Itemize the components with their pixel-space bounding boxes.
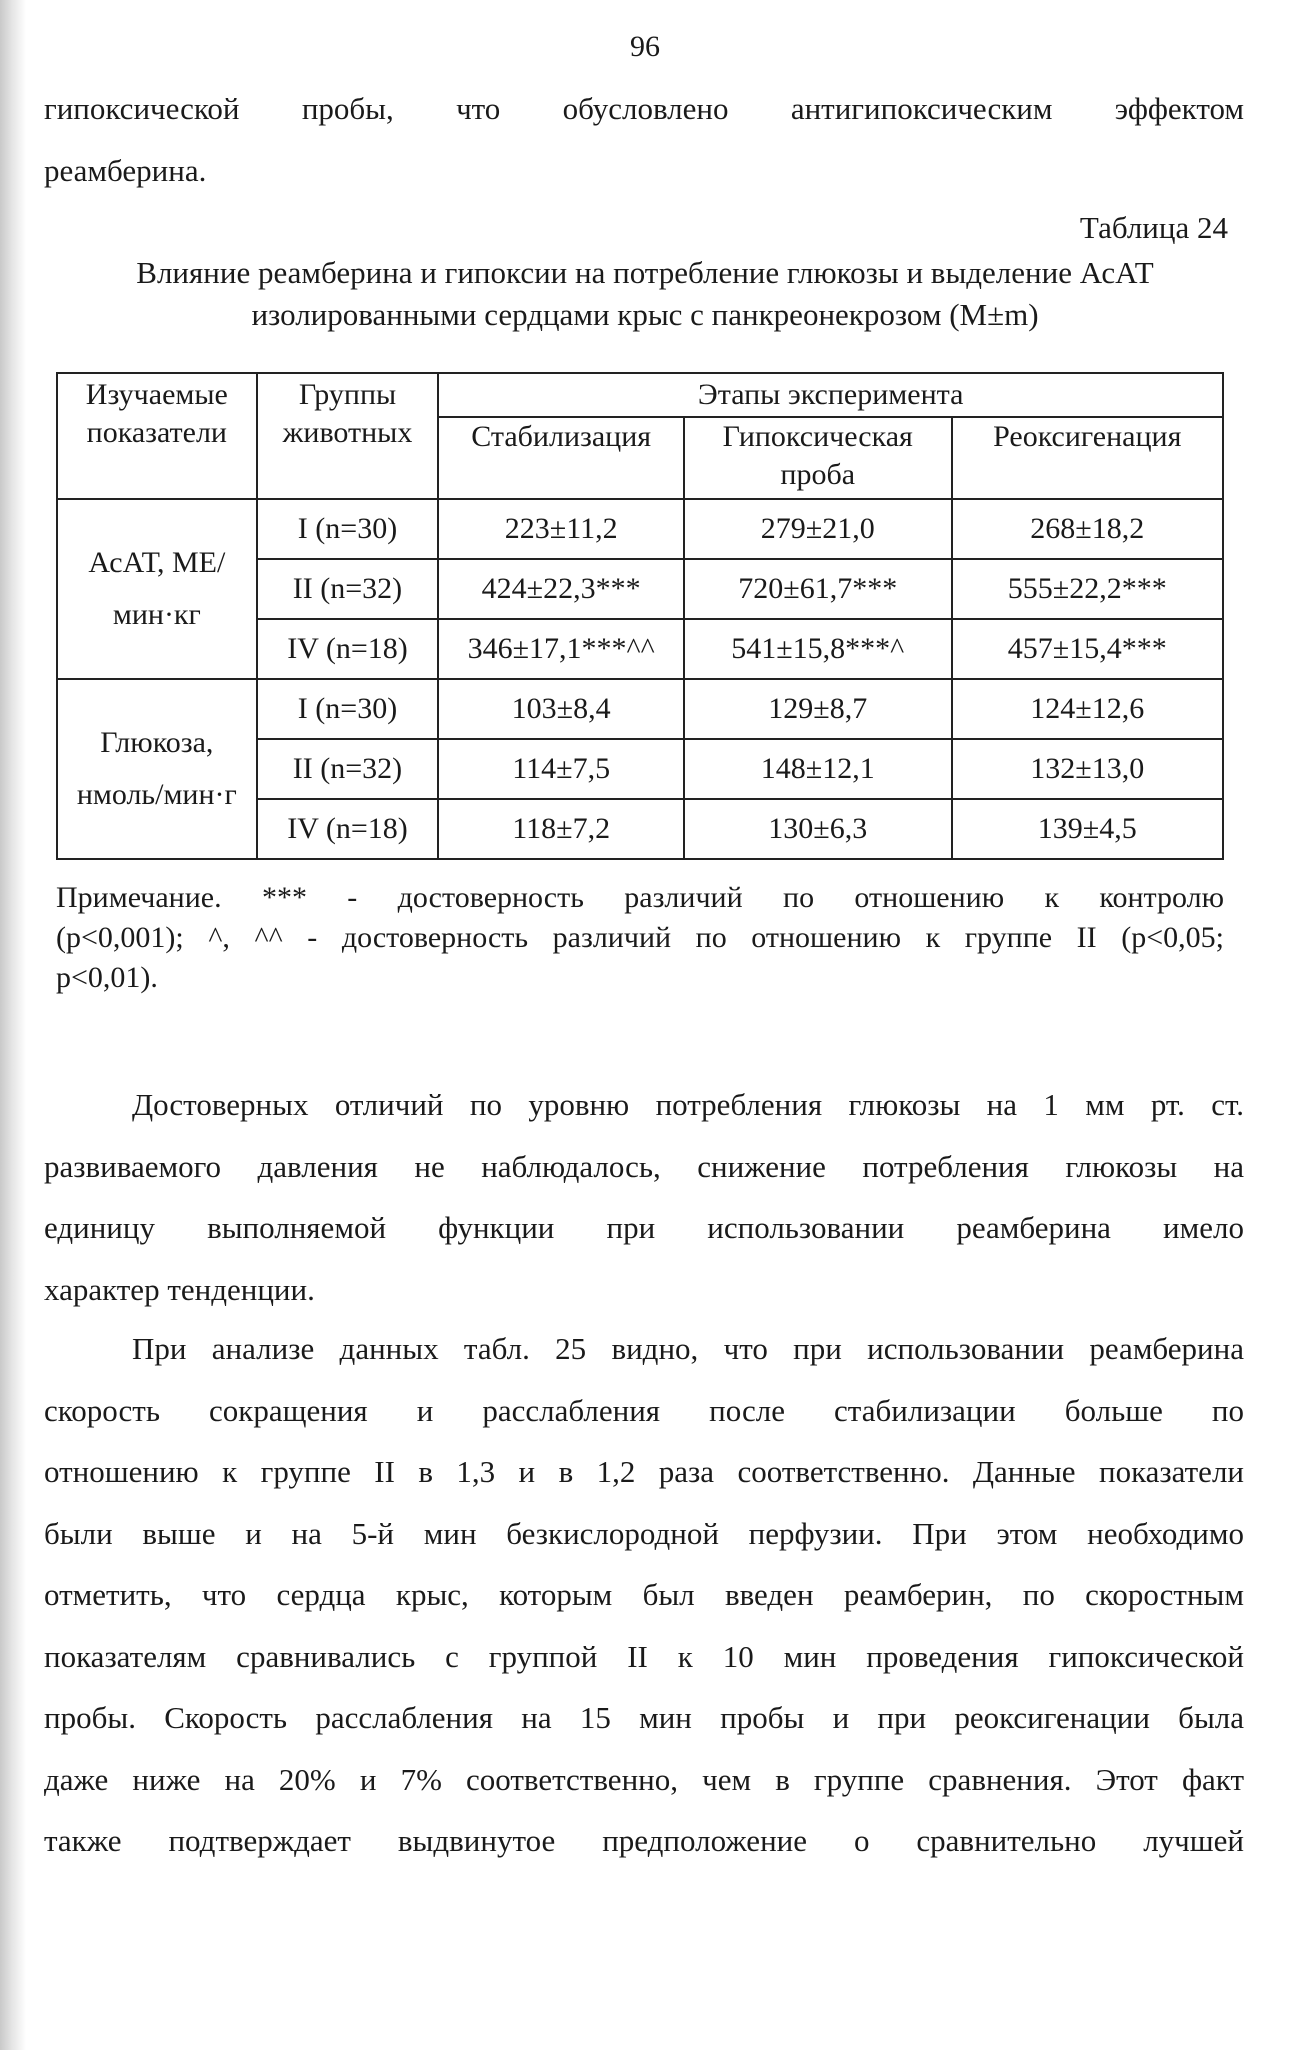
text-line: скорость сокращения и расслабления после стабилизации больше по [44, 1392, 1244, 1428]
text-line: развиваемого давления не наблюдалось, снижение потребления глюкозы на [44, 1148, 1244, 1184]
value-cell: 139±4,5 [952, 799, 1224, 859]
text-line: также подтверждает выдвинутое предположение о сравнительно лучшей [44, 1823, 1244, 1858]
text-line: показателям сравнивались с группой II к 10 мин проведения гипоксической [44, 1638, 1244, 1674]
note-line: p<0,01). [56, 961, 158, 994]
paragraph-glucose-consumption [44, 1074, 1244, 1320]
indicator-asat: АсАТ, МЕ/мин·кг [57, 499, 257, 679]
header-stage-stabilization: Стабилизация [438, 417, 684, 499]
text-line: реамберина. [44, 152, 207, 188]
value-cell: 124±12,6 [952, 679, 1224, 739]
paragraph-table-25-analysis [44, 1318, 1244, 1872]
value-cell: 457±15,4*** [952, 619, 1224, 679]
value-cell: 346±17,1***^^ [438, 619, 684, 679]
value-cell: 279±21,0 [684, 499, 952, 559]
text-line: отношению к группе II в 1,3 и в 1,2 раза соответственно. Данные показатели [44, 1454, 1244, 1489]
value-cell: 424±22,3*** [438, 559, 684, 619]
text-line: даже ниже на 20% и 7% соответственно, чем в группе сравнения. Этот факт [44, 1761, 1244, 1797]
header-indicators: Изучаемые показатели [57, 373, 257, 499]
group-cell: II (n=32) [257, 559, 439, 619]
text-line: гипоксической пробы, что обусловлено антигипоксическим эффектом [44, 91, 1244, 126]
group-cell: I (n=30) [257, 499, 439, 559]
table-title [40, 252, 1250, 336]
table-header-row [57, 373, 1223, 417]
group-cell: IV (n=18) [257, 799, 439, 859]
value-cell: 114±7,5 [438, 739, 684, 799]
text-line: единицу выполняемой функции при использовании реамберина имело [44, 1210, 1244, 1245]
header-stage-hypoxic: Гипоксическая проба [684, 417, 952, 499]
table-number: Таблица 24 [1079, 210, 1228, 245]
value-cell: 223±11,2 [438, 499, 684, 559]
text-line: были выше и на 5-й мин безкислородной перфузии. При этом необходимо [44, 1515, 1244, 1551]
table-row [57, 499, 1223, 559]
value-cell: 130±6,3 [684, 799, 952, 859]
value-cell: 541±15,8***^ [684, 619, 952, 679]
value-cell: 129±8,7 [684, 679, 952, 739]
text-line: отметить, что сердца крыс, которым был введен реамберин, по скоростным [44, 1577, 1244, 1612]
page-number: 96 [630, 30, 660, 63]
table-title-line: изолированными сердцами крыс с панкреонекрозом (M±m) [251, 297, 1039, 332]
intro-paragraph [44, 78, 1244, 201]
value-cell: 555±22,2*** [952, 559, 1224, 619]
note-line: (p<0,001); ^, ^^ - достоверность различий по отношению к группе II (p<0,05; [56, 921, 1224, 954]
note-line: Примечание. *** - достоверность различий по отношению к контролю [56, 881, 1224, 914]
text-line: пробы. Скорость расслабления на 15 мин пробы и при реоксигенации была [44, 1700, 1244, 1735]
group-cell: I (n=30) [257, 679, 439, 739]
value-cell: 132±13,0 [952, 739, 1224, 799]
value-cell: 148±12,1 [684, 739, 952, 799]
value-cell: 118±7,2 [438, 799, 684, 859]
scan-shadow-edge [0, 0, 26, 2050]
text-line: характер тенденции. [44, 1271, 315, 1307]
table-row [57, 679, 1223, 739]
group-cell: IV (n=18) [257, 619, 439, 679]
value-cell: 720±61,7*** [684, 559, 952, 619]
header-stages: Этапы эксперимента [438, 373, 1223, 417]
text-line: Достоверных отличий по уровню потребления глюкозы на 1 мм рт. ст. [132, 1087, 1244, 1122]
text-line: При анализе данных табл. 25 видно, что при использовании реамберина [132, 1331, 1244, 1366]
value-cell: 103±8,4 [438, 679, 684, 739]
value-cell: 268±18,2 [952, 499, 1224, 559]
header-groups: Группы животных [257, 373, 439, 499]
group-cell: II (n=32) [257, 739, 439, 799]
header-stage-reoxygenation: Реоксигенация [952, 417, 1224, 499]
table-title-line: Влияние реамберина и гипоксии на потребление глюкозы и выделение АсАТ [136, 255, 1154, 290]
table-note [56, 878, 1224, 998]
indicator-glucose: Глюкоза, нмоль/мин·г [57, 679, 257, 859]
data-table [56, 372, 1224, 860]
